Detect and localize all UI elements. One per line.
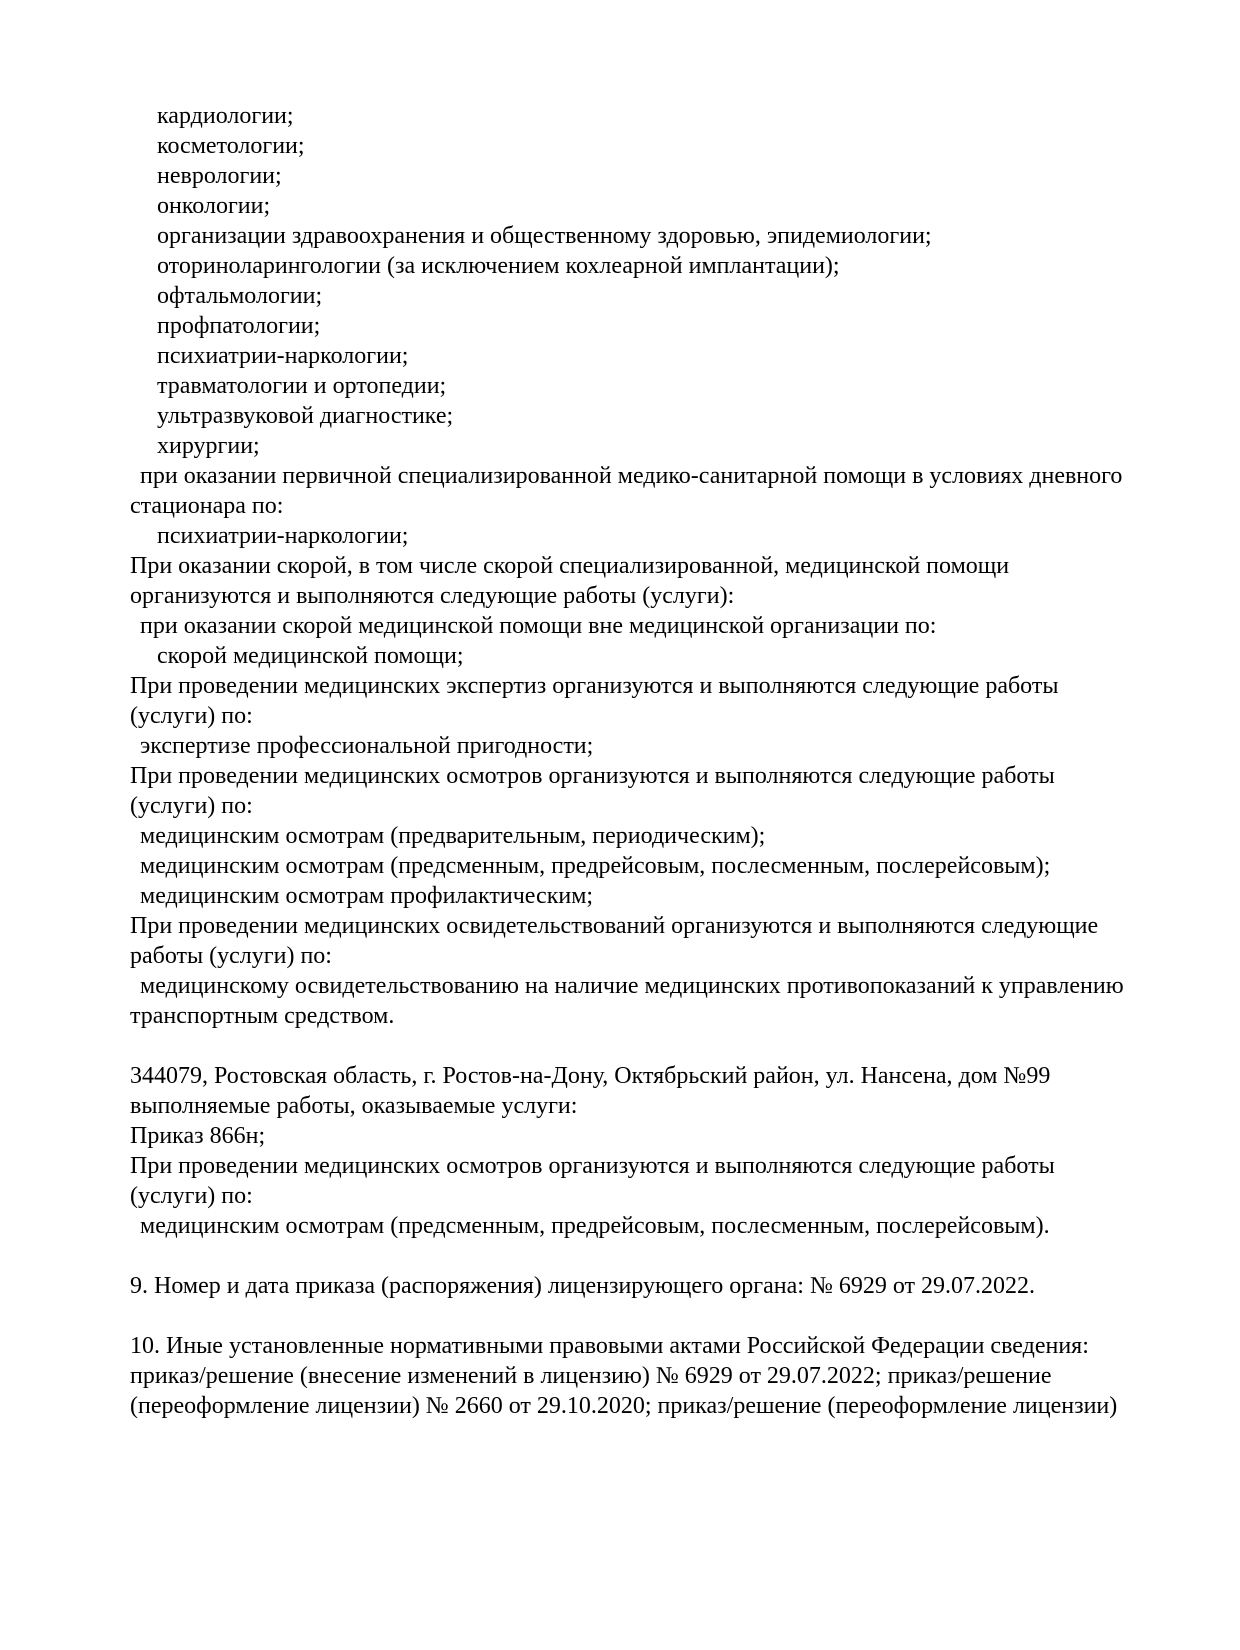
- document-line: медицинскому освидетельствованию на наличие медицинских противопоказаний к управлению: [140, 973, 1124, 999]
- document-line: транспортным средством.: [130, 1003, 395, 1029]
- document-line: [130, 1031, 1196, 1061]
- document-line: [130, 1241, 1196, 1271]
- document-line: стационара по:: [130, 493, 284, 519]
- document-line: психиатрии-наркологии;: [157, 523, 409, 549]
- document-line: Приказ 866н;: [130, 1123, 266, 1149]
- document-line: 344079, Ростовская область, г. Ростов-на-Дону, Октябрьский район, ул. Нансена, дом №99: [130, 1063, 1051, 1089]
- document-line: работы (услуги) по:: [130, 943, 332, 969]
- document-line: выполняемые работы, оказываемые услуги:: [130, 1093, 578, 1119]
- document-line: организуются и выполняются следующие работы (услуги):: [130, 583, 735, 609]
- text-block: [130, 101, 1196, 1421]
- document-line: (переоформление лицензии) № 2660 от 29.10.2020; приказ/решение (переоформление лицензии): [130, 1393, 1118, 1419]
- document-line: при оказании первичной специализированной медико-санитарной помощи в условиях дневного: [140, 463, 1123, 489]
- document-line: офтальмологии;: [157, 283, 323, 309]
- document-line: (услуги) по:: [130, 793, 253, 819]
- document-line: медицинским осмотрам (предсменным, предрейсовым, послесменным, послерейсовым);: [140, 853, 1051, 879]
- document-line: 10. Иные установленные нормативными правовыми актами Российской Федерации сведения:: [130, 1333, 1089, 1359]
- document-line: психиатрии-наркологии;: [157, 343, 409, 369]
- document-line: 9. Номер и дата приказа (распоряжения) лицензирующего органа: № 6929 от 29.07.2022.: [130, 1273, 1036, 1299]
- document-line: при оказании скорой медицинской помощи вне медицинской организации по:: [140, 613, 937, 639]
- document-line: [130, 1301, 1196, 1331]
- document-line: медицинским осмотрам (предсменным, предрейсовым, послесменным, послерейсовым).: [140, 1213, 1050, 1239]
- document-line: При проведении медицинских освидетельствований организуются и выполняются следующие: [130, 913, 1099, 939]
- document-line: При проведении медицинских экспертиз организуются и выполняются следующие работы: [130, 673, 1059, 699]
- document-line: При оказании скорой, в том числе скорой специализированной, медицинской помощи: [130, 553, 1010, 579]
- document-line: скорой медицинской помощи;: [157, 643, 464, 669]
- document-line: косметологии;: [157, 133, 305, 159]
- document-line: кардиологии;: [157, 103, 294, 129]
- document-line: организации здравоохранения и общественному здоровью, эпидемиологии;: [157, 223, 932, 249]
- document-line: онкологии;: [157, 193, 271, 219]
- document-line: хирургии;: [157, 433, 260, 459]
- document-line: ультразвуковой диагностике;: [157, 403, 454, 429]
- document-line: медицинским осмотрам (предварительным, периодическим);: [140, 823, 766, 849]
- document-line: травматологии и ортопедии;: [157, 373, 447, 399]
- document-line: При проведении медицинских осмотров организуются и выполняются следующие работы: [130, 1153, 1055, 1179]
- document-line: (услуги) по:: [130, 1183, 253, 1209]
- document-line: профпатологии;: [157, 313, 321, 339]
- document-line: оториноларингологии (за исключением кохлеарной имплантации);: [157, 253, 840, 279]
- document-line: медицинским осмотрам профилактическим;: [140, 883, 594, 909]
- document-line: При проведении медицинских осмотров организуются и выполняются следующие работы: [130, 763, 1055, 789]
- document-line: (услуги) по:: [130, 703, 253, 729]
- document-line: экспертизе профессиональной пригодности;: [140, 733, 594, 759]
- document-line: неврологии;: [157, 163, 282, 189]
- document-line: приказ/решение (внесение изменений в лицензию) № 6929 от 29.07.2022; приказ/решение: [130, 1363, 1052, 1389]
